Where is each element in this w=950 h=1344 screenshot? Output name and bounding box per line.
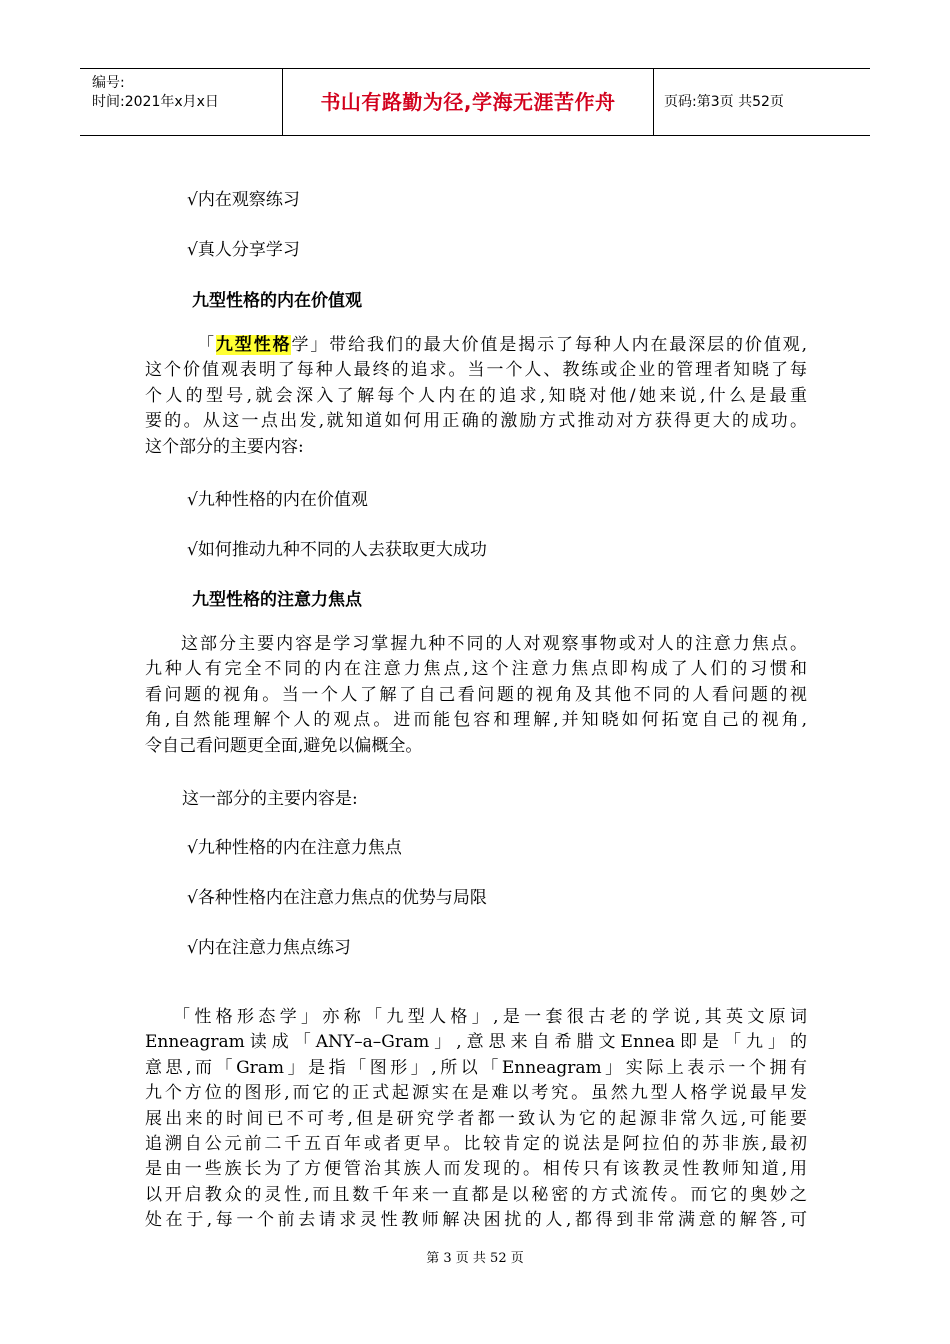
paragraph-line: 以开启教众的灵性,而且数千年来一直都是以秘密的方式流传。而它的奥妙之 bbox=[145, 1184, 807, 1205]
paragraph-line: 这部分主要内容是学习掌握九种不同的人对观察事物或对人的注意力焦点。 bbox=[181, 634, 807, 654]
section1-paragraph bbox=[145, 333, 807, 460]
paragraph-line: 展出来的时间已不可考,但是研究学者都一致认为它的起源非常久远,可能要 bbox=[145, 1108, 807, 1129]
line-rest: 学」带给我们的最大价值是揭示了每种人内在最深层的价值观, bbox=[291, 335, 808, 355]
bullet-item: √内在观察练习 bbox=[187, 190, 300, 210]
bullet-item: √各种性格内在注意力焦点的优势与局限 bbox=[187, 888, 487, 908]
paragraph-line: 这个价值观表明了每种人最终的追求。当一个人、教练或企业的管理者知晓了每 bbox=[145, 360, 807, 381]
paragraph-line: 看问题的视角。当一个人了解了自己看问题的视角及其他不同的人看问题的视 bbox=[145, 684, 807, 705]
paragraph-line: 是由一些族长为了方便管治其族人而发现的。相传只有该教灵性教师知道,用 bbox=[145, 1159, 807, 1180]
number-label: 编号: bbox=[92, 75, 125, 91]
paragraph-line: 这个部分的主要内容: bbox=[145, 436, 304, 457]
paragraph-line: Enneagram读成「ANY–a–Gram」,意思来自希腊文Ennea即是「九」的 bbox=[145, 1032, 807, 1053]
header-page-info: 页码:第3页 共52页 bbox=[664, 94, 784, 110]
page-footer: 第 3 页 共 52 页 bbox=[426, 1251, 524, 1266]
paragraph-line: 意思,而「Gram」是指「图形」,所以「Enneagram」实际上表示一个拥有 bbox=[145, 1057, 807, 1078]
highlighted-term: 九型性格 bbox=[215, 335, 292, 355]
bullet-item: √内在注意力焦点练习 bbox=[187, 938, 351, 958]
paragraph-line: 九个方位的图形,而它的正式起源实在是难以考究。虽然九型人格学说最早发 bbox=[145, 1083, 807, 1104]
section-intro: 这一部分的主要内容是: bbox=[182, 789, 358, 809]
section3-paragraph bbox=[145, 1005, 807, 1234]
bullet-item: √九种性格的内在注意力焦点 bbox=[187, 838, 402, 858]
bullet-item: √真人分享学习 bbox=[187, 240, 300, 260]
paragraph-line: 要的。从这一点出发,就知道如何用正确的激励方式推动对方获得更大的成功。 bbox=[145, 411, 807, 432]
header-motto: 书山有路勤为径,学海无涯苦作舟 bbox=[283, 69, 654, 135]
paragraph-line: 令自己看问题更全面,避免以偏概全。 bbox=[145, 735, 423, 756]
section-heading: 九型性格的注意力焦点 bbox=[192, 590, 362, 610]
paragraph-line: 追溯自公元前二千五百年或者更早。比较肯定的说法是阿拉伯的苏非族,最初 bbox=[145, 1134, 807, 1155]
date-label: 时间:2021年x月x日 bbox=[92, 94, 219, 110]
header-meta bbox=[80, 69, 283, 135]
line-prefix: 「 bbox=[197, 335, 216, 355]
paragraph-line bbox=[145, 333, 807, 358]
paragraph-line: 九种人有完全不同的内在注意力焦点,这个注意力焦点即构成了人们的习惯和 bbox=[145, 659, 807, 680]
page-header bbox=[80, 68, 870, 136]
bullet-item: √九种性格的内在价值观 bbox=[187, 490, 368, 510]
bullet-item: √如何推动九种不同的人去获取更大成功 bbox=[187, 540, 487, 560]
section2-paragraph bbox=[145, 632, 807, 759]
paragraph-line: 个人的型号,就会深入了解每个人内在的追求,知晓对他/她来说,什么是最重 bbox=[145, 385, 807, 406]
paragraph-line: 「性格形态学」亦称「九型人格」,是一套很古老的学说,其英文原词 bbox=[173, 1007, 807, 1027]
section-heading: 九型性格的内在价值观 bbox=[192, 291, 362, 311]
paragraph-line: 处在于,每一个前去请求灵性教师解决困扰的人,都得到非常满意的解答,可 bbox=[145, 1210, 807, 1231]
paragraph-line: 角,自然能理解个人的观点。进而能包容和理解,并知晓如何拓宽自己的视角, bbox=[145, 710, 807, 731]
